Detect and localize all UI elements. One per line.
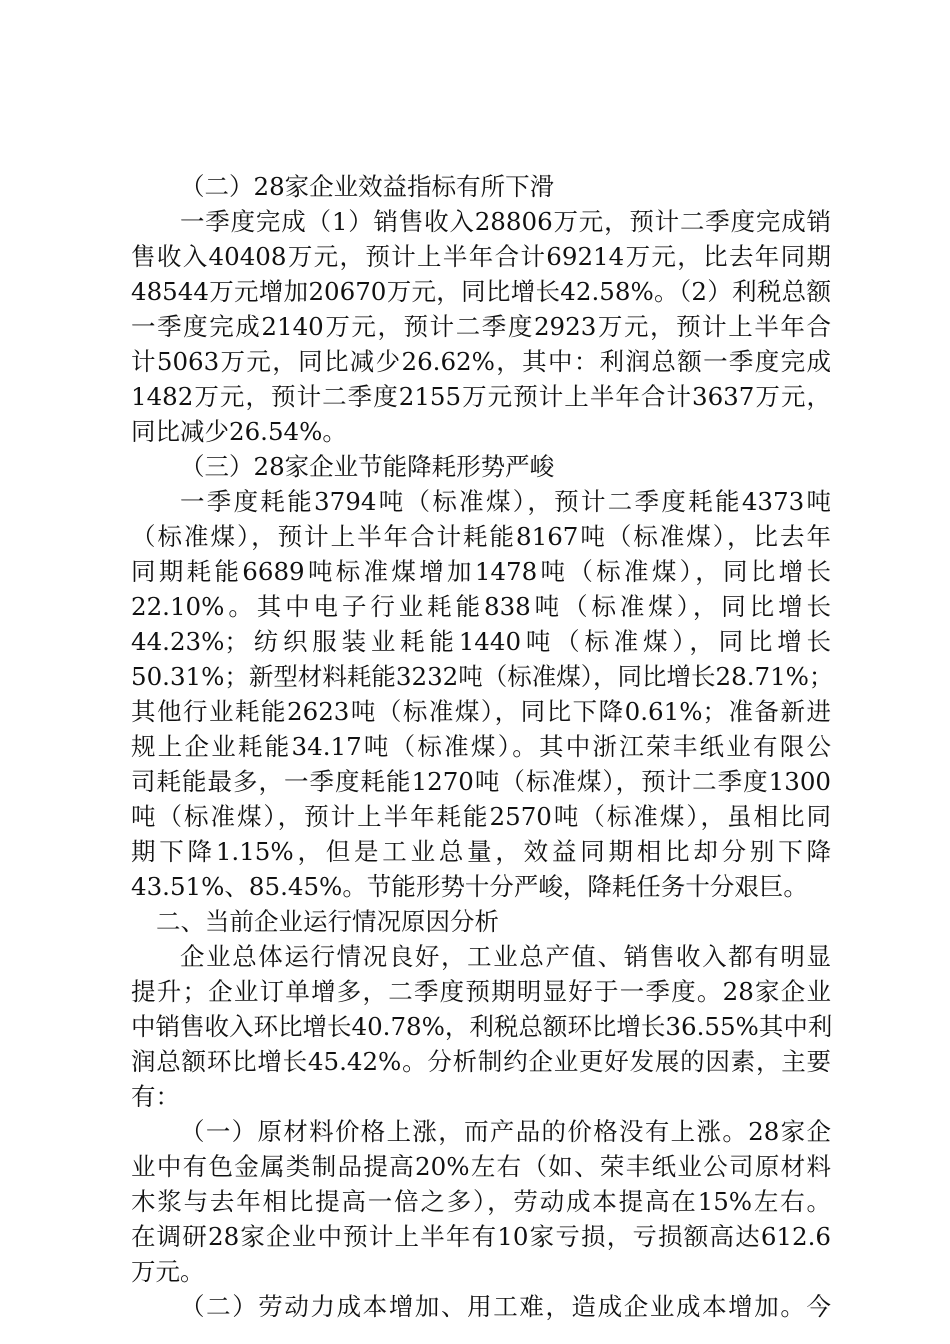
paragraph-line: 润总额环比增长45.42%。分析制约企业更好发展的因素，主要 (131, 1047, 831, 1076)
paragraph-line: 48544万元增加20670万元，同比增长42.58%。（2）利税总额 (131, 277, 831, 306)
paragraph-line: 一季度完成2140万元，预计二季度2923万元，预计上半年合 (131, 312, 831, 341)
paragraph-line: 提升；企业订单增多，二季度预期明显好于一季度。28家企业 (131, 977, 831, 1006)
paragraph-line: 吨（标准煤），预计上半年耗能2570吨（标准煤），虽相比同 (131, 802, 831, 831)
paragraph-line: 50.31%；新型材料耗能3232吨（标准煤），同比增长28.71%； (131, 662, 834, 691)
paragraph-line: 中销售收入环比增长40.78%，利税总额环比增长36.55%其中利 (131, 1012, 833, 1041)
paragraph-line: 22.10%。其中电子行业耗能838吨（标准煤），同比增长 (131, 592, 831, 621)
paragraph-line: 43.51%、85.45%。节能形势十分严峻，降耗任务十分艰巨。 (131, 872, 808, 901)
paragraph-line: 1482万元，预计二季度2155万元预计上半年合计3637万元， (131, 382, 831, 411)
paragraph-line: 其他行业耗能2623吨（标准煤），同比下降0.61%；准备新进 (131, 697, 831, 726)
paragraph-line: （二）劳动力成本增加、用工难，造成企业成本增加。今 (180, 1292, 831, 1321)
section-heading-3: （三）28家企业节能降耗形势严峻 (180, 452, 555, 481)
paragraph-line: （一）原材料价格上涨，而产品的价格没有上涨。28家企 (180, 1117, 831, 1146)
section-heading-analysis: 二、当前企业运行情况原因分析 (156, 907, 499, 936)
paragraph-line: 计5063万元，同比减少26.62%，其中：利润总额一季度完成 (131, 347, 831, 376)
paragraph-line: 在调研28家企业中预计上半年有10家亏损，亏损额高达612.6 (131, 1222, 831, 1251)
paragraph-line: 一季度完成（1）销售收入28806万元，预计二季度完成销 (180, 207, 831, 236)
paragraph-line: 规上企业耗能34.17吨（标准煤）。其中浙江荣丰纸业有限公 (131, 732, 831, 761)
paragraph-line: 期下降1.15%，但是工业总量，效益同期相比却分别下降 (131, 837, 831, 866)
paragraph-line: 有： (131, 1082, 180, 1111)
paragraph-line: 木浆与去年相比提高一倍之多），劳动成本提高在15%左右。 (131, 1187, 831, 1216)
paragraph-line: 同期耗能6689吨标准煤增加1478吨（标准煤），同比增长 (131, 557, 831, 586)
section-heading-2: （二）28家企业效益指标有所下滑 (180, 172, 555, 201)
paragraph-line: 万元。 (131, 1257, 205, 1286)
paragraph-line: 售收入40408万元，预计上半年合计69214万元，比去年同期 (131, 242, 831, 271)
paragraph-line: 一季度耗能3794吨（标准煤），预计二季度耗能4373吨 (180, 487, 831, 516)
paragraph-line: 同比减少26.54%。 (131, 417, 347, 446)
paragraph-line: （标准煤），预计上半年合计耗能8167吨（标准煤），比去年 (131, 522, 831, 551)
paragraph-line: 企业总体运行情况良好，工业总产值、销售收入都有明显 (180, 942, 831, 971)
paragraph-line: 44.23%；纺织服装业耗能1440吨（标准煤），同比增长 (131, 627, 831, 656)
paragraph-line: 司耗能最多，一季度耗能1270吨（标准煤），预计二季度1300 (131, 767, 831, 796)
paragraph-line: 业中有色金属类制品提高20%左右（如、荣丰纸业公司原材料 (131, 1152, 831, 1181)
